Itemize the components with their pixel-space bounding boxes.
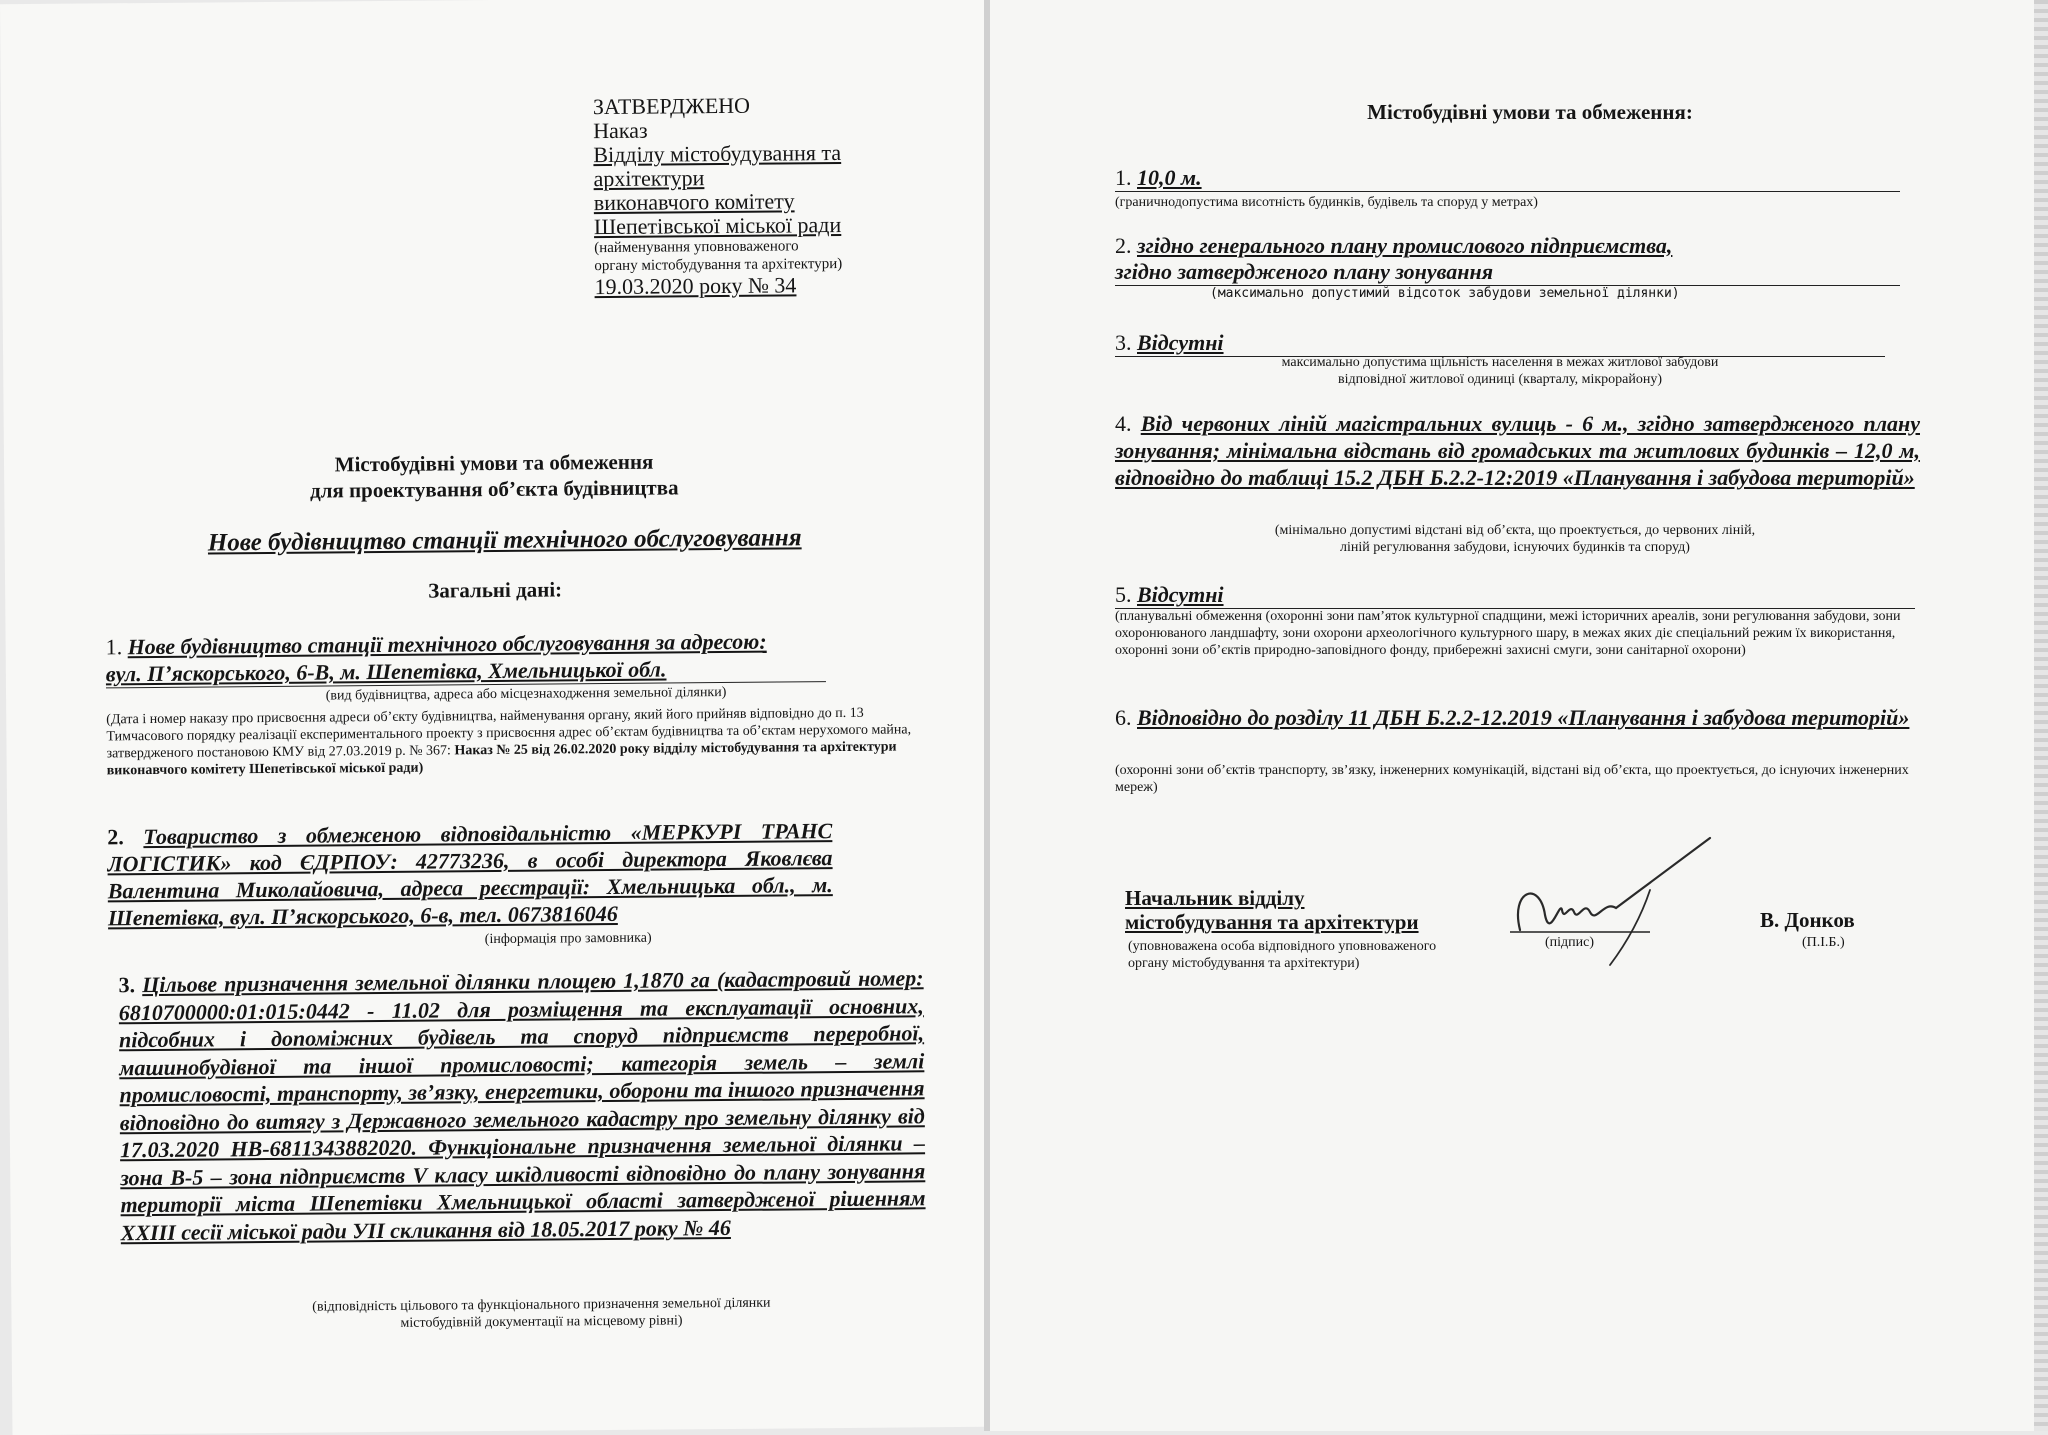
- restriction-4-text: Від червоних ліній магістральних вулиць - 6 м., згідно затвердженого плану зонування; мінімальна відстань від громадських та житлових будинків – 12,0 м, відповідно до таблиці 15.2 ДБН Б.2.2-12:2019 «Планування і забудова територій»: [1115, 411, 1920, 490]
- item-1-order: Наказ № 25 від 26.02.2020 року відділу містобудування та архітектури виконавчого комітету Шепетівської міської ради): [106, 739, 897, 779]
- restriction-5-number: 5.: [1115, 582, 1132, 607]
- item-3-text: Цільове призначення земельної ділянки площею 1,1870 га (кадастровий номер: 6810700000:01:015:0442 - 11.02 для розміщення та експлуатації основних, підсобних і допоміжних будівель та споруд підприємств переробної, машинобудівної та іншої промисловості; категорія земель – землі промисловості, транспорту, зв’язку, енергетики, оборони та іншого призначення відповідно до витягу з Державного земельного кадастру про земельну ділянку від 17.03.2020 НВ-6811343882020. Функціональне призначення земельної ділянки – зона В-5 – зона підприємств V класу шкідливості відповідно до плану зонування території міста Шепетівки Хмельницької області затвердженої рішенням XXIII сесії міської ради УІІ скликання від 18.05.2017 року № 46: [118, 965, 926, 1245]
- item-3-caption: [241, 1294, 841, 1333]
- signatory-position-line: Начальник відділу: [1125, 886, 1305, 910]
- approval-caption: (найменування уповноваженого: [594, 238, 799, 257]
- restriction-4-caption: [1190, 522, 1840, 556]
- restriction-4-caption-line: ліній регулювання забудови, існуючих будинків та споруд): [1340, 540, 1690, 555]
- item-1-number: 1.: [105, 634, 123, 660]
- left-page: [0, 0, 997, 1435]
- signatory-name: В. Донков: [1760, 908, 1855, 932]
- restriction-4: [1115, 410, 1920, 491]
- approval-authority-line: Відділу містобудування та: [593, 139, 842, 168]
- item-1-address: вул. П’яскорського, 6-В, м. Шепетівка, Хмельницької обл.: [106, 654, 826, 688]
- item-1-caption: (вид будівництва, адреса або місцезнаходження земельної ділянки): [325, 684, 727, 704]
- item-3-caption-line: (відповідність цільового та функціонального призначення земельної ділянки: [312, 1295, 771, 1315]
- restriction-5-caption: (планувальні обмеження (охоронні зони пам’яток культурної спадщини, межі історичних ареалів, зони регулювання забудови, зони охоронюваного ландшафту, зони охорони археологічного культурного шару, в межах яких діє спеціальний режим їх використання, охоронні зони об’єктів природно-заповідного фонду, прибережні захисні смуги, зони санітарної охорони): [1115, 609, 1901, 658]
- restriction-2: [1115, 233, 1900, 286]
- restriction-1-number: 1.: [1115, 165, 1132, 190]
- restrictions-title: Містобудівні умови та обмеження:: [1367, 100, 1693, 124]
- restriction-2-line: згідно затвердженого плану зонування: [1115, 259, 1494, 284]
- item-3-caption-line: містобудівній документації на місцевому рівні): [400, 1313, 683, 1331]
- item-3-number: 3.: [118, 972, 136, 998]
- item-1: [106, 626, 906, 688]
- restriction-3: [1115, 330, 1885, 357]
- restriction-6: [1115, 704, 1920, 731]
- item-2-number: 2.: [107, 824, 124, 850]
- restriction-3-caption-line: відповідної житлової одиниці (кварталу, мікрорайону): [1337, 372, 1663, 387]
- restriction-2-number: 2.: [1115, 233, 1132, 258]
- restriction-5-text: Відсутні: [1137, 582, 1224, 607]
- restriction-3-caption-line: максимально допустима щільність населення в межах житлової забудови: [1281, 355, 1719, 370]
- signatory-name-caption: (П.І.Б.): [1802, 935, 1845, 950]
- signatory-position-caption: (уповноважена особа відповідного уповноваженого органу містобудування та архітектури): [1128, 939, 1437, 971]
- approval-authority-line: архітектури: [593, 165, 705, 192]
- restriction-6-text: Відповідно до розділу 11 ДБН Б.2.2-12.2019 «Планування і забудова територій»: [1137, 705, 1910, 730]
- approval-caption: органу містобудування та архітектури): [594, 255, 843, 275]
- approval-block: [593, 93, 895, 300]
- document-title-line: для проектування об’єкта будівництва: [309, 475, 679, 503]
- restriction-6-number: 6.: [1115, 705, 1132, 730]
- scan-edge: [2034, 0, 2048, 1431]
- restriction-3-number: 3.: [1115, 330, 1132, 355]
- restriction-4-caption-line: (мінімально допустимі відстані від об’єкта, що проектується, до червоних ліній,: [1274, 523, 1756, 538]
- approval-order-date: 19.03.2020 року № 34: [594, 272, 797, 300]
- restriction-3-text: Відсутні: [1137, 330, 1224, 355]
- document-title: [234, 448, 754, 505]
- item-1-note: [106, 704, 912, 779]
- item-1-note-text: (Дата і номер наказу про присвоєння адреси об’єкту будівництва, найменування органу, який його прийняв відповідно до п. 13 Тимчасового порядку реалізації експериментального проекту з присвоєння адрес об’єктам будівництва та об’єктам нерухомого майна, затвердженого постановою КМУ від 27.03.2019 р. № 367:: [106, 705, 912, 762]
- restriction-5: [1115, 582, 1915, 609]
- approval-label: ЗАТВЕРДЖЕНО: [592, 92, 751, 120]
- item-2: [107, 817, 833, 931]
- signatory-position: [1125, 886, 1465, 934]
- restriction-2-caption: (максимально допустимий відсоток забудови земельної ділянки): [1210, 286, 1680, 301]
- restriction-1-caption: (граничнодопустима висотність будинків, будівель та споруд у метрах): [1115, 195, 1538, 210]
- restriction-2-line: згідно генерального плану промислового підприємства,: [1137, 233, 1673, 258]
- restriction-1-text: 10,0 м.: [1137, 165, 1202, 190]
- item-3: [118, 964, 925, 1246]
- restriction-1: [1115, 165, 1900, 192]
- restriction-3-caption: [1190, 354, 1810, 388]
- signature-caption: (підпис): [1545, 935, 1595, 950]
- item-1-line: Нове будівництво станції технічного обслуговування за адресою:: [127, 628, 767, 660]
- restriction-6-caption: (охоронні зони об’єктів транспорту, зв’язку, інженерних комунікацій, відстані від об’єкта, що проектується, до існуючих інженерних мереж): [1115, 763, 1909, 795]
- restriction-4-number: 4.: [1115, 411, 1132, 436]
- signatory-position-line: містобудування та архітектури: [1125, 910, 1419, 934]
- general-data-heading: Загальні дані:: [428, 577, 563, 603]
- object-name: Нове будівництво станції технічного обслуговування: [207, 524, 802, 557]
- approval-authority-line: виконавчого комітету: [593, 188, 795, 216]
- item-2-caption: (інформація про замовника): [484, 930, 652, 948]
- document-title-line: Містобудівні умови та обмеження: [334, 449, 654, 477]
- approval-doc-type: Наказ: [593, 117, 648, 144]
- approval-authority-line: Шепетівської міської ради: [593, 211, 842, 240]
- item-2-text: Товариство з обмеженою відповідальністю «МЕРКУРІ ТРАНС ЛОГІСТИК» код ЄДРПОУ: 42773236, в особі директора Яковлєва Валентина Миколайовича, адреса реєстрації: Хмельницька обл., м. Шепетівка, вул. П’яскорського, 6-в, тел. 0673816046: [107, 818, 833, 931]
